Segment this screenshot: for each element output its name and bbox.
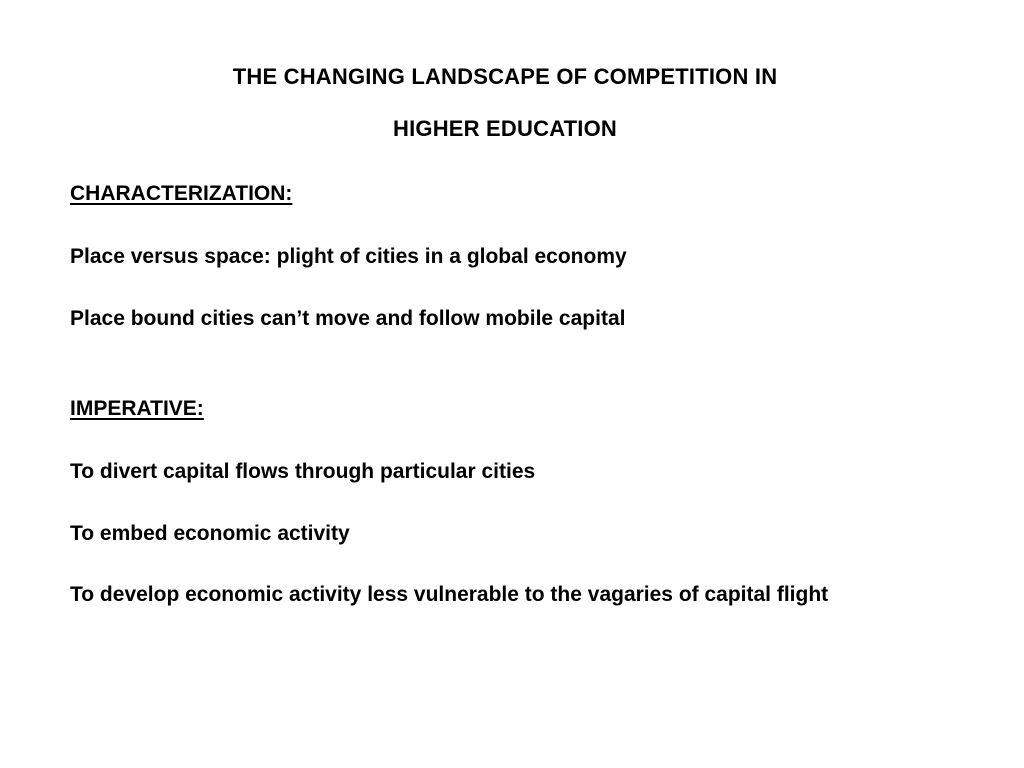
slide-title-line-1: THE CHANGING LANDSCAPE OF COMPETITION IN [232,64,778,89]
characterization-heading: CHARACTERIZATION: [70,182,293,205]
characterization-item-1: Place versus space: plight of cities in a global economy [70,245,627,268]
imperative-heading: IMPERATIVE: [70,397,204,420]
imperative-item-3: To develop economic activity less vulnerable to the vagaries of capital flight [70,583,829,606]
imperative-item-2: To embed economic activity [70,522,350,545]
imperative-item-1: To divert capital flows through particular cities [70,460,536,483]
characterization-item-2: Place bound cities can’t move and follow mobile capital [70,307,626,330]
slide-title-line-2: HIGHER EDUCATION [392,116,618,141]
